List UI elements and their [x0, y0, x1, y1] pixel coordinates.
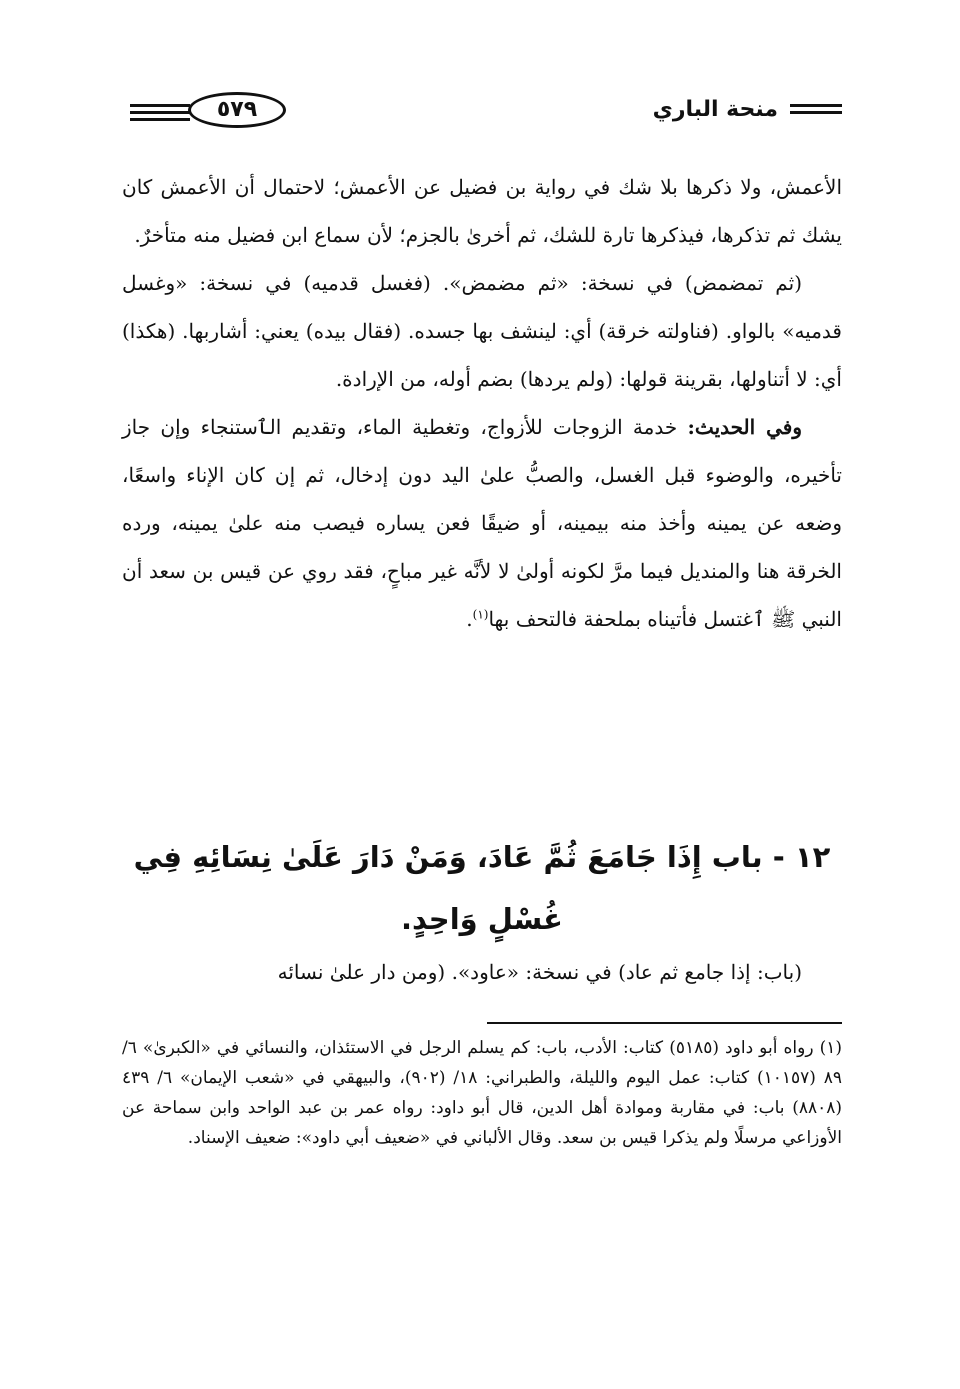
paragraph-text: خدمة الزوجات للأزواج، وتغطية الماء، وتقديم الٱستنجاء وإن جاز تأخيره، والوضوء قبل الغسل، والصبُّ علىٰ اليد دون إدخال، ثم إن كان الإناء واسعًا، وضعه عن يمينه وأخذ منه بيمينه، أو ضيقًا فعن يساره فيصب منه علىٰ يمينه، ورده الخرقة هنا والمنديل فيما مرَّ لكونه أولىٰ لا لأنَّه غير مباحٍ، فقد روي عن قيس بن سعد أن النبي ﷺ ٱغتسل فأتيناه بملحفة فالتحف بها: [122, 415, 842, 631]
header-rule: [790, 111, 842, 114]
paragraph: (ثم تمضمض) في نسخة: «ثم مضمض». (فغسل قدميه) في نسخة: «وغسل قدميه» بالواو. (فناولته خرقة) أي: لينشف بها جسده. (فقال بيده) يعني: أشاربها. (هكذا) أي: لا أتناولها، بقرينة قولها: (ولم يردها) بضم أوله، من الإرادة.: [122, 271, 842, 391]
main-text: [122, 163, 842, 643]
paragraph-lead: وفي الحديث:: [687, 415, 802, 439]
paragraph-end: .: [466, 607, 473, 631]
header-rule: [130, 111, 190, 114]
page-header: [130, 88, 842, 132]
footnote: (١) رواه أبو داود (٥١٨٥) كتاب: الأدب، باب: كم يسلم الرجل في الاستئذان، والنسائي في «الكبرىٰ» ٦/ ٨٩ (١٠١٥٧) كتاب: عمل اليوم والليلة، والطبراني: ١٨/ (٩٠٢)، والبيهقي في «شعب الإيمان» ٦/ ٤٣٩ (٨٨٠٨) باب: في مقاربة وموادة أهل الدين، قال أبو داود: رواه عمر بن عبد الواحد وابن سماحة عن الأوزاعي مرسلًا ولم يذكرا قيس بن سعد. وقال الألباني في «ضعيف أبي داود»: ضعيف الإسناد.: [122, 1038, 843, 1148]
paragraph: الأعمش، ولا ذكرها بلا شك في رواية بن فضيل عن الأعمش؛ لاحتمال أن الأعمش كان يشك ثم تذكرها، فيذكرها تارة للشك، ثم أخرىٰ بالجزم؛ لأن سماع ابن فضيل منه متأخرٌ.: [122, 175, 842, 247]
header-rule: [790, 104, 842, 107]
footnotes: [122, 1033, 842, 1153]
page-number: ٥٧٩: [188, 92, 286, 128]
header-rule: [130, 118, 190, 121]
chapter-heading: ١٢ - باب إِذَا جَامَعَ ثُمَّ عَادَ، وَمَنْ دَارَ عَلَىٰ نِسَائِهِ فِي غُسْلٍ وَاحِدٍ.: [133, 840, 831, 936]
footnote-ref[interactable]: (١): [472, 607, 489, 622]
paragraph: [122, 403, 842, 643]
footnote-divider: [487, 1022, 842, 1024]
header-rule: [130, 104, 190, 107]
paragraph: (باب: إذا جامع ثم عاد) في نسخة: «عاود». (ومن دار علىٰ نسائه: [277, 960, 802, 984]
running-title: منحة الباري: [652, 97, 778, 122]
